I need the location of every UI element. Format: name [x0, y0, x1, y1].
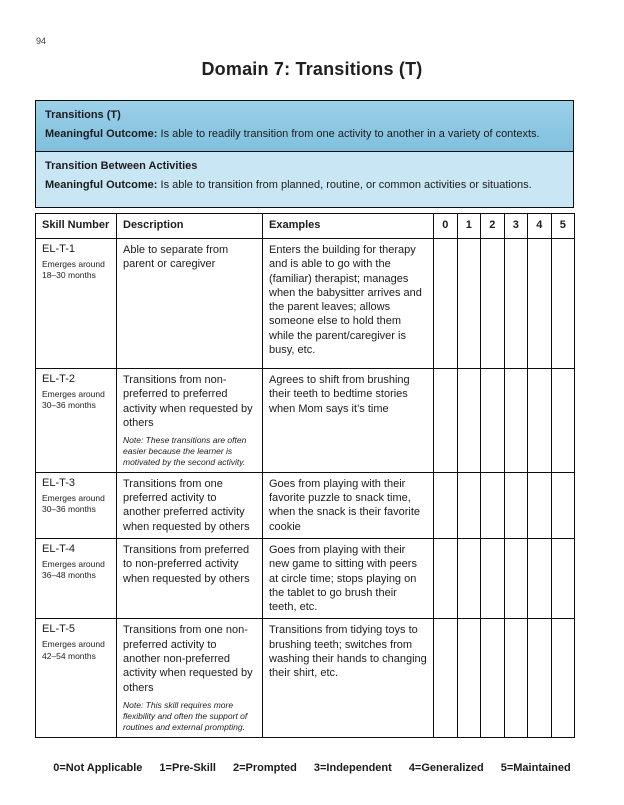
score-cell-2	[481, 369, 505, 473]
skill-number-cell	[36, 539, 117, 619]
score-cell-1	[457, 619, 481, 737]
description-cell	[117, 539, 263, 619]
skill-emerges: Emerges around 42–54 months	[42, 639, 105, 661]
legend-item-4: 4=Generalized	[408, 762, 484, 774]
examples-cell	[263, 539, 434, 619]
score-cell-3	[504, 472, 528, 538]
section-outcome-label: Meaningful Outcome:	[45, 179, 158, 192]
score-cell-1	[457, 539, 481, 619]
score-cell-2	[481, 472, 505, 538]
score-cell-0	[434, 239, 458, 369]
skill-examples: Agrees to shift from brushing their teeth to bedtime stories when Mom says it’s time	[269, 374, 410, 415]
skill-number-cell	[36, 369, 117, 473]
table-row	[36, 369, 575, 473]
col-header-score-0: 0	[434, 214, 458, 239]
table-row	[36, 619, 575, 737]
score-cell-0	[434, 539, 458, 619]
examples-cell	[263, 472, 434, 538]
page-number: 94	[36, 36, 47, 46]
section-header-box	[35, 151, 574, 208]
examples-cell	[263, 619, 434, 737]
score-cell-4	[528, 539, 552, 619]
score-cell-5	[551, 539, 575, 619]
examples-cell	[263, 239, 434, 369]
skill-number-cell	[36, 472, 117, 538]
section-header-title: Transition Between Activities	[45, 160, 198, 173]
skill-examples: Goes from playing with their favorite puzzle to snack time, when the snack is their favorite cookie	[269, 477, 421, 533]
score-cell-1	[457, 369, 481, 473]
page-title: Domain 7: Transitions (T)	[201, 59, 423, 79]
scoring-legend	[0, 762, 624, 774]
domain-header-box	[35, 100, 574, 153]
col-header-skill-number: Skill Number	[36, 214, 117, 239]
skill-emerges: Emerges around 36–48 months	[42, 559, 105, 581]
skill-id: EL-T-5	[42, 623, 76, 636]
domain-outcome-label: Meaningful Outcome:	[45, 127, 158, 140]
description-cell	[117, 369, 263, 473]
skill-description: Able to separate from parent or caregiver	[123, 244, 229, 271]
col-header-score-3: 3	[504, 214, 528, 239]
header-row	[36, 214, 575, 239]
score-cell-2	[481, 539, 505, 619]
score-cell-3	[504, 239, 528, 369]
score-cell-3	[504, 619, 528, 737]
skill-examples: Goes from playing with their new game to sitting with peers at circle time; stops playing on the tablet to go brush their teeth, etc.	[269, 544, 417, 614]
legend-item-3: 3=Independent	[313, 762, 392, 774]
col-header-score-1: 1	[457, 214, 481, 239]
score-cell-4	[528, 369, 552, 473]
score-cell-5	[551, 472, 575, 538]
skill-description: Transitions from preferred to non-preferred activity when requested by others	[123, 544, 250, 585]
skill-description: Transitions from non-preferred to preferred activity when requested by others	[123, 374, 253, 429]
section-outcome-line	[45, 178, 564, 193]
table-row	[36, 472, 575, 538]
domain-outcome-text: Is able to readily transition from one activity to another in a variety of contexts.	[157, 127, 540, 140]
description-cell	[117, 239, 263, 369]
skill-emerges: Emerges around 30–36 months	[42, 389, 105, 411]
examples-cell	[263, 369, 434, 473]
header-group	[35, 100, 574, 208]
domain-header-title: Transitions (T)	[45, 109, 121, 121]
score-cell-5	[551, 239, 575, 369]
skills-table-head	[36, 214, 575, 239]
score-cell-4	[528, 239, 552, 369]
description-cell	[117, 472, 263, 538]
legend-item-2: 2=Prompted	[232, 762, 297, 774]
skill-note: Note: These transitions are often easier because the learner is motivated by the second activity.	[123, 435, 247, 467]
score-cell-3	[504, 369, 528, 473]
section-outcome-text: Is able to transition from planned, routine, or common activities or situations.	[157, 179, 532, 192]
score-cell-0	[434, 619, 458, 737]
skill-number-cell	[36, 619, 117, 737]
score-cell-0	[434, 472, 458, 538]
skill-emerges: Emerges around 30–36 months	[42, 492, 105, 514]
score-cell-4	[528, 472, 552, 538]
score-cell-1	[457, 239, 481, 369]
skills-table-body	[36, 239, 575, 738]
legend-item-1: 1=Pre-Skill	[159, 762, 216, 774]
skill-id: EL-T-1	[42, 243, 76, 255]
skill-examples: Enters the building for therapy and is able to go with the (familiar) therapist; manages when the babysitter arrives and the parent leaves; allows someone else to hold them while the parent/caregiver is busy, etc.	[269, 244, 422, 357]
description-cell	[117, 619, 263, 737]
score-cell-5	[551, 619, 575, 737]
score-cell-1	[457, 472, 481, 538]
score-cell-2	[481, 239, 505, 369]
score-cell-2	[481, 619, 505, 737]
col-header-examples: Examples	[263, 214, 434, 239]
skill-examples: Transitions from tidying toys to brushing teeth; switches from washing their hands to changing their shirt, etc.	[269, 624, 427, 680]
domain-outcome-line	[45, 127, 564, 142]
col-header-score-5: 5	[551, 214, 575, 239]
score-cell-0	[434, 369, 458, 473]
skill-note: Note: This skill requires more flexibility and often the support of routines and external prompting.	[123, 699, 248, 732]
skill-emerges: Emerges around 18–30 months	[42, 259, 105, 281]
legend-item-5: 5=Maintained	[500, 762, 571, 774]
table-row	[36, 539, 575, 619]
skill-id: EL-T-2	[42, 373, 76, 385]
score-cell-4	[528, 619, 552, 737]
table-row	[36, 239, 575, 369]
score-cell-3	[504, 539, 528, 619]
col-header-description: Description	[117, 214, 263, 239]
col-header-score-4: 4	[528, 214, 552, 239]
skill-id: EL-T-4	[42, 543, 76, 555]
legend-item-0: 0=Not Applicable	[53, 762, 143, 774]
skill-description: Transitions from one non-preferred activity to another non-preferred activity when requested by others	[123, 624, 253, 694]
skill-number-cell	[36, 239, 117, 369]
skill-id: EL-T-3	[42, 476, 76, 489]
col-header-score-2: 2	[481, 214, 505, 239]
skill-description: Transitions from one preferred activity to another preferred activity when requested by others	[123, 477, 250, 533]
score-cell-5	[551, 369, 575, 473]
skills-table	[35, 213, 575, 738]
